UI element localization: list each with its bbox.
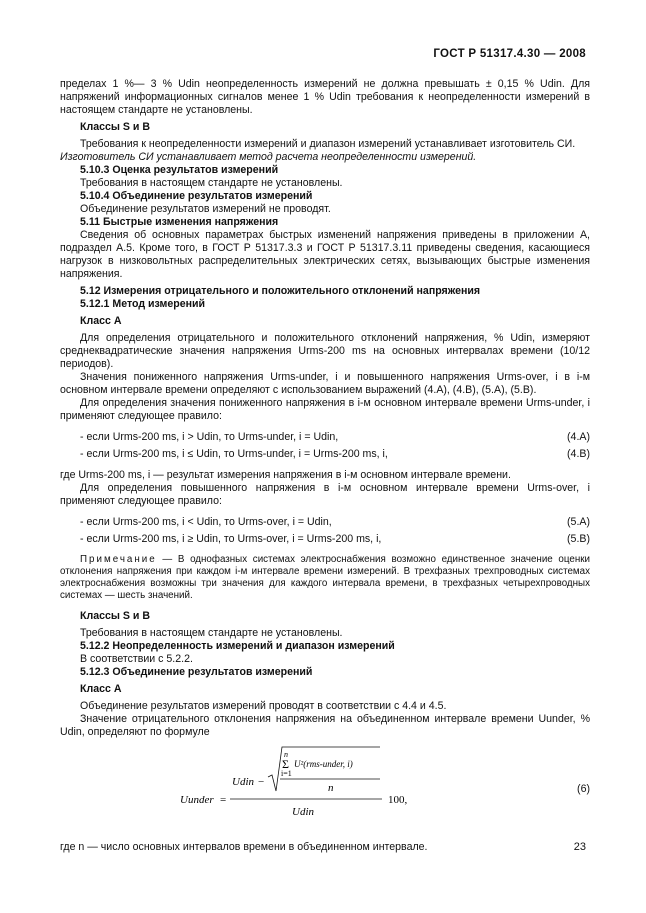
formula-4a xyxy=(60,431,590,444)
formula-5a-expression: - если Urms-200 ms, i < Udin, то Urms-over, i = Udin, xyxy=(80,516,332,528)
paragraph-where-urms: где Urms-200 ms, i — результат измерения напряжения в i-м основном интервале времени. xyxy=(60,469,511,481)
formula-6-eq: = xyxy=(220,794,227,806)
paragraph-5-12-2: В соответствии с 5.2.2. xyxy=(80,653,193,665)
formula-6-number: (6) xyxy=(577,783,590,795)
heading-5-11: 5.11 Быстрые изменения напряжения xyxy=(80,216,279,228)
formula-6-lhs: Uunder xyxy=(180,794,214,806)
formula-4a-number: (4.А) xyxy=(567,431,590,443)
paragraph-where-n: где n — число основных интервалов времени в объединенном интервале. xyxy=(60,841,428,853)
heading-5-10-3: 5.10.3 Оценка результатов измерений xyxy=(80,164,279,176)
formula-5b xyxy=(60,533,590,546)
paragraph-aggregation: Объединение результатов измерений проводят в соответствии с 4.4 и 4.5. xyxy=(80,700,447,712)
paragraph-over-rule: Для определения повышенного напряжения в i-м основном интервале времени Urms-over, i применяют следующее правило: xyxy=(60,482,590,507)
paragraph-manufacturer-requirements: Требования к неопределенности измерений и диапазон измерений устанавливает изготовитель СИ. xyxy=(80,138,576,150)
heading-5-12-3: 5.12.3 Объединение результатов измерений xyxy=(80,666,313,678)
heading-class-a-2: Класс А xyxy=(80,683,122,695)
note-block xyxy=(60,554,590,602)
page-body xyxy=(60,78,590,854)
heading-5-12: 5.12 Измерения отрицательного и положительного отклонений напряжения xyxy=(80,285,481,297)
note-label: Примечание xyxy=(80,554,157,565)
formula-4b-number: (4.В) xyxy=(567,448,590,460)
formula-5b-number: (5.В) xyxy=(567,533,590,545)
paragraph-rms-measurement: Для определения отрицательного и положительного отклонений напряжения, % Udin, измеряют среднеквадратические значения напряжения Urms-200 ms на основных интервалах времени (10/12 периодов). xyxy=(60,332,590,370)
formula-6-factor: 100, xyxy=(388,794,408,806)
heading-5-12-2: 5.12.2 Неопределенность измерений и диапазон измерений xyxy=(80,640,395,652)
paragraph-not-established: Требования в настоящем стандарте не установлены. xyxy=(80,627,343,639)
heading-classes-s-b-2: Классы S и B xyxy=(80,610,150,622)
paragraph-manufacturer-method: Изготовитель СИ устанавливает метод расчета неопределенности измерений. xyxy=(60,151,477,163)
formula-4b xyxy=(60,448,590,461)
running-header: ГОСТ Р 51317.4.30 — 2008 xyxy=(433,48,586,60)
paragraph-under-rule: Для определения значения пониженного напряжения в i-м основном интервале времени Urms-under, i применяют следующее правило: xyxy=(60,397,590,422)
note-text: — В однофазных системах электроснабжения возможно единственное значение оценки отклонения напряжения при каждом i-м интервале времени измерений. В трехфазных трехпроводных системах электроснабжения возможны три значения для каждого интервала времени, в трехфазных четырехпроводных системах — шесть значений. xyxy=(60,554,590,601)
paragraph-under-over-values: Значения пониженного напряжения Urms-under, i и повышенного напряжения Urms-over, i в i-м основном интервале времени определяют с использованием выражений (4.А), (4.В), (5.А), (5.В). xyxy=(60,371,590,396)
paragraph-uncertainty-limits: пределах 1 %— 3 % Udin неопределенность измерений не должна превышать ± 0,15 % Udin. Для напряжений информационных сигналов менее 1 % Udin требования к неопределенности измерений в настоящем стандарте не установлены. xyxy=(60,78,590,116)
formula-6-inner-denominator: n xyxy=(328,782,334,794)
heading-5-12-1: 5.12.1 Метод измерений xyxy=(80,298,206,310)
formula-5b-expression: - если Urms-200 ms, i ≥ Udin, то Urms-over, i = Urms-200 ms, i, xyxy=(80,533,382,545)
paragraph-5-10-3: Требования в настоящем стандарте не установлены. xyxy=(80,177,343,189)
formula-6-sum-symbol: Σ xyxy=(282,757,289,771)
heading-classes-s-b: Классы S и B xyxy=(80,121,150,133)
paragraph-5-11: Сведения об основных параметрах быстрых изменений напряжения приведены в приложении А, подраздел А.5. Кроме того, в ГОСТ Р 51317.3.3 и ГОСТ Р 51317.3.11 приведены сведения, касающиеся нагрузок в низковольтных распределительных электрических сетях, вызывающих быстрые изменения напряжения. xyxy=(60,229,590,280)
formula-4a-expression: - если Urms-200 ms, i > Udin, то Urms-under, i = Udin, xyxy=(80,431,339,443)
formula-6-graphic xyxy=(180,743,440,835)
heading-class-a: Класс А xyxy=(80,315,122,327)
formula-6-sum-bottom: i=1 xyxy=(281,769,292,778)
page-number: 23 xyxy=(573,841,586,853)
formula-5a-number: (5.А) xyxy=(567,516,590,528)
formula-5a xyxy=(60,516,590,529)
formula-6 xyxy=(60,743,590,835)
formula-4b-expression: - если Urms-200 ms, i ≤ Udin, то Urms-under, i = Urms-200 ms, i, xyxy=(80,448,388,460)
paragraph-under-deviation: Значение отрицательного отклонения напряжения на объединенном интервале времени Uunder, % Udin, определяют по формуле xyxy=(60,713,590,738)
formula-6-denominator: Udin xyxy=(292,806,314,818)
formula-6-minus: − xyxy=(258,776,265,788)
formula-6-numerator-udin: Udin xyxy=(232,776,254,788)
heading-5-10-4: 5.10.4 Объединение результатов измерений xyxy=(80,190,313,202)
paragraph-5-10-4: Объединение результатов измерений не проводят. xyxy=(80,203,331,215)
formula-6-sum-term: U²(rms-under, i) xyxy=(294,759,353,769)
formula-6-sum-top: n xyxy=(284,750,288,759)
